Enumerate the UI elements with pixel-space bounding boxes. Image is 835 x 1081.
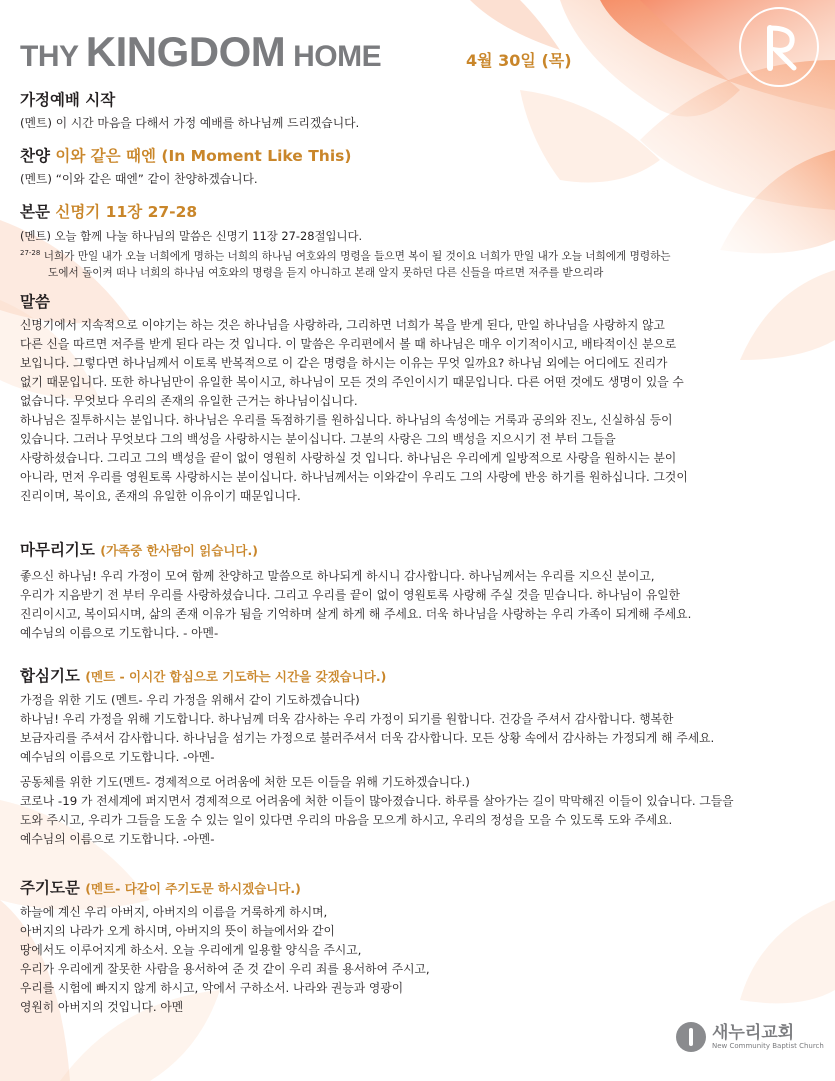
sermon-body (20, 316, 820, 506)
prayer-line: 좋으신 하나님! 우리 가정이 모여 함께 찬양하고 말씀으로 하나되게 하시니 감사합니다. 하나님께서는 우리를 지으신 분이고, (20, 569, 655, 583)
church-logo (676, 1022, 824, 1052)
section-title: 찬양 이와 같은 때엔 (In Moment Like This) (20, 147, 352, 165)
section-title: 가정예배 시작 (20, 91, 116, 109)
prayer-line: 우리가 지음받기 전 부터 우리를 사랑하셨습니다. 그리고 우리를 끝이 없이 영원토록 사랑해 주실 것을 믿습니다. 하나님이 유일한 (20, 588, 681, 602)
section-worship-start (20, 90, 820, 133)
brand-title: THY KINGDOM HOME (20, 28, 382, 75)
prayer-line: 아버지의 나라가 오게 하시며, 아버지의 뜻이 하늘에서와 같이 (20, 924, 335, 938)
lords-prayer-body (20, 903, 820, 1017)
sermon-line: 없습니다. 무엇보다 우리의 존재의 유일한 근거는 하나님이십니다. (20, 394, 358, 408)
section-sermon (20, 292, 820, 506)
verse-line-2: 도에서 돌이켜 떠나 너희의 하나님 여호와의 명령을 듣지 아니하고 본래 알지 못하던 다른 신들을 따르면 저주를 받으리라 (48, 266, 604, 279)
sermon-line: 하나님은 질투하시는 분입니다. 하나님은 우리를 독점하기를 원하십니다. 하나님의 속성에는 거룩과 공의와 진노, 신실하심 등이 (20, 413, 673, 427)
prayer-line: 진리이시고, 복이되시며, 삶의 존재 이유가 됨을 기억하며 살게 하게 해 주세요. 더욱 하나님을 사랑하는 우리 가족이 되게해 주세요. (20, 607, 692, 621)
church-name-ko: 새누리교회 (712, 1022, 795, 1043)
sermon-line: 보입니다. 그렇다면 하나님께서 이토록 반복적으로 이 같은 명령을 하시는 이유는 무엇 일까요? 하나님 외에는 어디에도 진리가 (20, 356, 668, 370)
prayer-line: 예수님의 이름으로 기도합니다. -아멘- (20, 750, 215, 764)
prayer-line: 하나님! 우리 가정을 위해 기도합니다. 하나님께 더욱 감사하는 우리 가정이 되기를 원합니다. 건강을 주셔서 감사합니다. 행복한 (20, 712, 674, 726)
sermon-line: 없기 때문입니다. 또한 하나님만이 유일한 복이시고, 하나님이 모든 것의 주인이시기 때문입니다. 다른 어떤 것에도 생명이 있을 수 (20, 375, 684, 389)
prayer-line: 우리를 시험에 빠지지 않게 하시고, 악에서 구하소서. 나라와 권능과 영광이 (20, 981, 404, 995)
sermon-line: 아니라, 먼저 우리를 영원토록 사랑하시는 분이십니다. 하나님께서는 이와같이 우리도 그의 사랑에 반응 하기를 원하십니다. 그것이 (20, 470, 688, 484)
prayer-line: 도와 주시고, 우리가 그들을 도울 수 있는 일이 있다면 우리의 마음을 모으게 하시고, 우리의 정성을 모을 수 있도록 도와 주세요. (20, 813, 673, 827)
prayer-line: 우리가 우리에게 잘못한 사람을 용서하여 준 것 같이 우리 죄를 용서하여 주시고, (20, 962, 430, 976)
section-closing-prayer (20, 540, 820, 643)
section-lords-prayer (20, 878, 820, 1017)
section-praise (20, 146, 820, 189)
prayer-line: 하늘에 계신 우리 아버지, 아버지의 이름을 거룩하게 하시며, (20, 905, 328, 919)
prayer-line: 가정을 위한 기도 (멘트- 우리 가정을 위해서 같이 기도하겠습니다) (20, 693, 360, 707)
prayer-line: 예수님의 이름으로 기도합니다. -아멘- (20, 832, 215, 846)
church-name-en: New Community Baptist Church (712, 1041, 824, 1050)
prayer-line: 공동체를 위한 기도(멘트- 경제적으로 어려움에 처한 모든 이들을 위해 기도하겠습니다.) (20, 775, 470, 789)
sermon-line: 다른 신을 따르면 저주를 받게 된다 라는 것 입니다. 이 말씀은 우리편에서 볼 때 하나님은 매우 이기적이시고, 배타적이신 분으로 (20, 337, 677, 351)
thy-kingdom-logo (738, 6, 820, 88)
sermon-line: 사랑하셨습니다. 그리고 그의 백성을 끝이 없이 영원히 사랑하실 것 입니다. 하나님은 우리에게 일방적으로 사랑을 원하시는 분이 (20, 451, 677, 465)
ment-line: (멘트) “이와 같은 때엔” 같이 찬양하겠습니다. (20, 172, 258, 186)
verse-line-1: $^{27-28}$ 너희가 만일 내가 오늘 너희에게 명하는 너희의 하나님 여호와의 명령을 들으면 복이 될 것이요 너희가 만일 내가 오늘 너희에게 명령하는 (20, 249, 671, 263)
date-label: 4월 30일 (목) (466, 51, 572, 70)
section-title: 말씀 (20, 293, 50, 311)
sermon-line: 신명기에서 지속적으로 이야기는 하는 것은 하나님을 사랑하라, 그리하면 너희가 복을 받게 된다, 만일 하나님을 사랑하지 않고 (20, 318, 665, 332)
family-prayer-body (20, 691, 820, 767)
prayer-line: 보금자리를 주셔서 감사합니다. 하나님을 섬기는 가정으로 불러주셔서 더욱 감사합니다. 모든 상황 속에서 감사하는 가정되게 해 주세요. (20, 731, 715, 745)
section-title: 합심기도 (멘트 - 이시간 합심으로 기도하는 시간을 갖겠습니다.) (20, 667, 387, 685)
section-group-prayer (20, 666, 820, 849)
ment-line: (멘트) 이 시간 마음을 다해서 가정 예배를 하나님께 드리겠습니다. (20, 116, 360, 130)
community-prayer-body (20, 773, 820, 849)
section-title: 본문 신명기 11장 27-28 (20, 203, 198, 221)
prayer-line: 예수님의 이름으로 기도합니다. - 아멘- (20, 626, 219, 640)
prayer-line: 땅에서도 이루어지게 하소서. 오늘 우리에게 일용할 양식을 주시고, (20, 943, 362, 957)
section-scripture (20, 202, 820, 281)
section-title: 주기도문 (멘트- 다같이 주기도문 하시겠습니다.) (20, 879, 301, 897)
church-logo-icon (676, 1022, 706, 1052)
prayer-line: 영원히 아버지의 것입니다. 아멘 (20, 1000, 184, 1014)
prayer-line: 코로나 -19 가 전세계에 퍼지면서 경제적으로 어려움에 처한 이들이 많아졌습니다. 하루를 살아가는 길이 막막해진 이들이 있습니다. 그들을 (20, 794, 734, 808)
header-brand (20, 28, 381, 76)
closing-prayer-body (20, 567, 820, 643)
sermon-line: 진리이며, 복이요, 존재의 유일한 이유이기 때문입니다. (20, 489, 301, 503)
sermon-line: 있습니다. 그러나 무엇보다 그의 백성을 사랑하시는 분이십니다. 그분의 사랑은 그의 백성을 지으시기 전 부터 그들을 (20, 432, 616, 446)
section-title: 마무리기도 (가족중 한사람이 읽습니다.) (20, 541, 258, 559)
ment-line: (멘트) 오늘 함께 나눌 하나님의 말씀은 신명기 11장 27-28절입니다. (20, 229, 363, 243)
